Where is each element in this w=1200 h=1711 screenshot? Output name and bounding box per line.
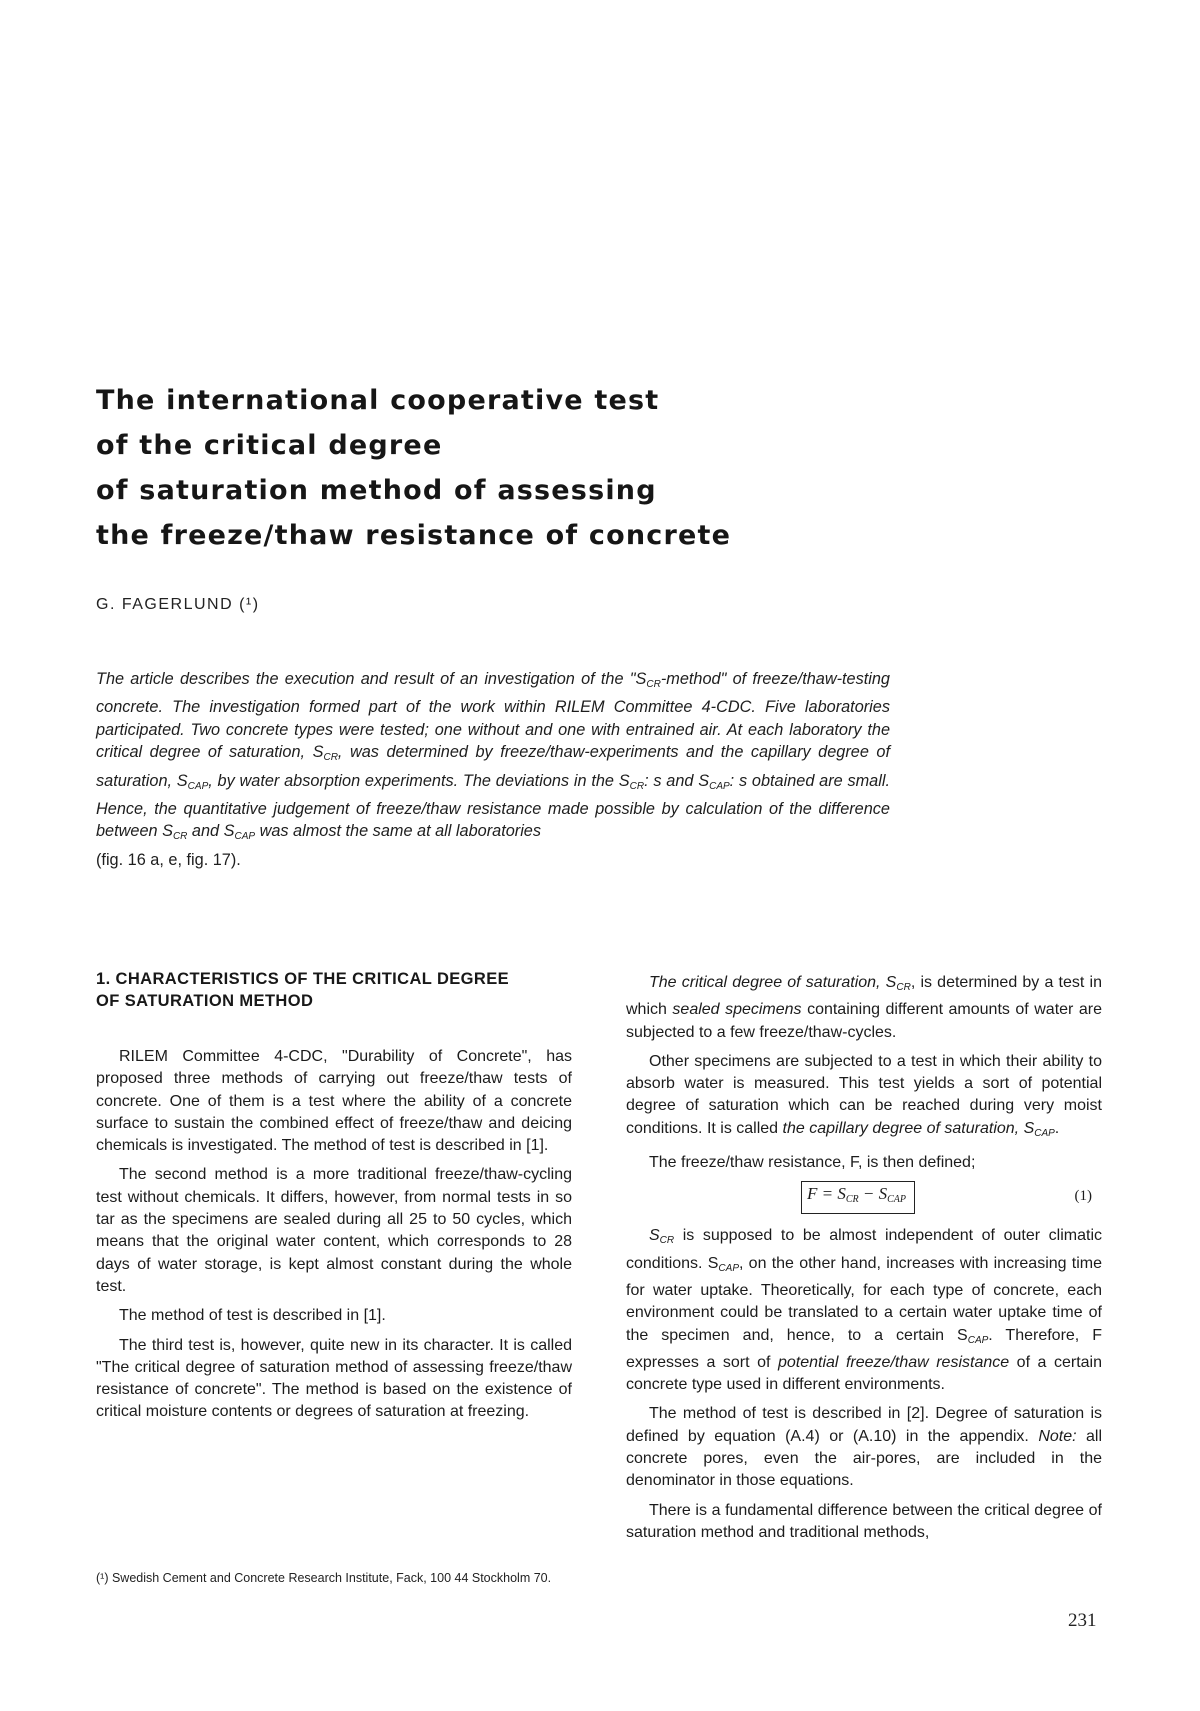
paragraph: The critical degree of saturation, $S_{CR}$, is determined by a test in which sealed specimens containing different amounts of water are subjected to a few freeze/thaw-cycles. <box>626 974 1103 1041</box>
paragraph: The method of test is described in [2]. Degree of saturation is defined by equation (A.4) or (A.10) in the appendix. Note: all concrete pores, even the air-pores, are included in the denominator in those equations. <box>626 1405 1103 1490</box>
footnote: (¹) Swedish Cement and Concrete Research Institute, Fack, 100 44 Stockholm 70. <box>96 1571 552 1585</box>
paragraph: The third test is, however, quite new in its character. It is called "The critical degree of saturation method of assessing freeze/thaw resistance of concrete". The method is based on the existence of critical moisture contents or degrees of saturation at freezing. <box>96 1336 572 1421</box>
paragraph: $S_{CR}$ is supposed to be almost independent of outer climatic conditions. $S_{CAP}$, on the other hand, increases with increasing time for water uptake. Theoretically, for each type of concrete, each environment could be translated to a certain water uptake time of the specimen and, hence, to a certain $S_{CAP}$. Therefore, F expresses a sort of potential freeze/thaw resistance of a certain concrete type used in different environments. <box>626 1227 1103 1394</box>
author: G. FAGERLUND (¹) <box>96 596 260 613</box>
title-line: the freeze/thaw resistance of concrete <box>96 520 732 551</box>
equation <box>626 1181 1102 1211</box>
left-column <box>96 968 572 1431</box>
paragraph: Other specimens are subjected to a test in which their ability to absorb water is measured. This test yields a sort of potential degree of saturation which can be reached during very moist conditions. It is called the capillary degree of saturation, $S_{CAP}$. <box>626 1052 1102 1139</box>
page-number: 231 <box>1068 1610 1097 1631</box>
title-line: of saturation method of assessing <box>96 475 657 506</box>
paragraph: RILEM Committee 4-CDC, "Durability of Concrete", has proposed three methods of carrying out freeze/thaw tests of concrete. One of them is a test where the ability of a concrete surface to sustain the combined effect of freeze/thaw and deicing chemicals is investigated. The method of test is described in [1]. <box>96 1048 572 1155</box>
paragraph: There is a fundamental difference between the critical degree of saturation method and traditional methods, <box>626 1501 1102 1541</box>
equation-box: $F = S_{CR} - S_{CAP}$ <box>801 1181 915 1213</box>
right-column <box>626 972 1102 1551</box>
equation-number: (1) <box>1074 1188 1092 1205</box>
article-title <box>96 378 796 558</box>
title-line: of the critical degree <box>96 430 443 461</box>
paragraph: The freeze/thaw resistance, F, is then defined; <box>649 1154 976 1172</box>
abstract: The article describes the execution and result of an investigation of the "$S_{CR}$-method" of freeze/thaw-testing concrete. The investigation formed part of the work within RILEM Committee 4-CDC. Five laboratories participated. Two concrete types were tested; one without and one with entrained air. At each laboratory the critical degree of saturation, $S_{CR}$, was determined by freeze/thaw-experiments and the capillary degree of saturation, $S_{CAP}$, by water absorption experiments. The deviations in the $S_{CR}$: s and $S_{CAP}$: s obtained are small. Hence, the quantitative judgement of freeze/thaw resistance made possible by calculation of the difference between $S_{CR}$ and $S_{CAP}$ was almost the same at all laboratories (fig. 16 a, e, fig. 17). <box>96 670 890 869</box>
section-heading: 1. CHARACTERISTICS OF THE CRITICAL DEGREE OF SATURATION METHOD <box>96 970 510 1010</box>
paragraph: The second method is a more traditional freeze/thaw-cycling test without chemicals. It differs, however, from normal tests in so tar as the specimens are sealed during all 25 to 50 cycles, which means that the original water content, which corresponds to 28 days of water storage, is kept almost constant during the whole test. <box>96 1166 572 1295</box>
paragraph: The method of test is described in [1]. <box>119 1307 386 1325</box>
title-line: The international cooperative test <box>96 385 660 416</box>
